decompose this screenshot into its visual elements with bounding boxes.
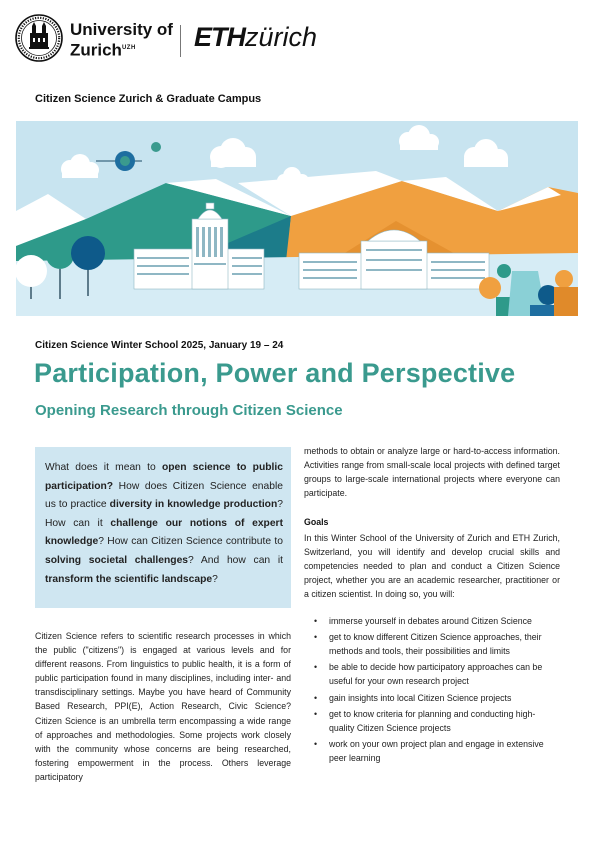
intro-box bbox=[35, 447, 291, 608]
bullet-icon: • bbox=[314, 692, 318, 703]
goals-list bbox=[304, 614, 560, 767]
page-title: Participation, Power and Perspective bbox=[34, 358, 516, 388]
goal-text: gain insights into local Citizen Science projects bbox=[329, 692, 512, 703]
goal-item bbox=[304, 691, 560, 705]
intro-emphasis: diversity in knowledge production bbox=[109, 499, 278, 511]
logo-divider bbox=[180, 25, 181, 57]
intro-run: How does Citizen Science enable us to practice bbox=[45, 480, 283, 511]
uzh-wordmark bbox=[70, 20, 173, 60]
bullet-icon: • bbox=[314, 632, 318, 643]
goal-item bbox=[304, 630, 560, 658]
eth-part2: zürich bbox=[245, 22, 318, 52]
uzh-line1: University of bbox=[70, 20, 173, 39]
eth-wordmark bbox=[194, 20, 317, 54]
bullet-icon: • bbox=[314, 616, 318, 626]
event-line: Citizen Science Winter School 2025, January 19 – 24 bbox=[35, 340, 284, 351]
goal-item bbox=[304, 660, 560, 688]
goal-text: work on your own project plan and engage in extensive peer learning bbox=[329, 738, 544, 763]
goal-text: be able to decide how participatory approaches can be useful for your own research project bbox=[329, 662, 543, 687]
intro-emphasis: open science to public participation? bbox=[45, 462, 283, 492]
uzh-line2: Zurich bbox=[70, 40, 122, 60]
intro-emphasis: solving societal challenges bbox=[45, 554, 189, 566]
intro-run: ? How can it bbox=[45, 499, 283, 529]
goal-item bbox=[304, 737, 560, 765]
intro-run: ? How can Citizen Science contribute to bbox=[98, 536, 283, 548]
body-left-paragraph: Citizen Science refers to scientific research processes in which the public ("citizens") is engaged at various levels and for different reasons. From linguistics to public health, it is a form of public participation found in many disciplines, including inter- and transdisciplinary settings. Maybe you have heard of Community Based Research, PPI(E), Action Research, Civic Science? Citizen Science is an umbrella term encompassing a wide range of approaches and methodologies. Some projects work closely with the community whose concerns are being researched, fostering empowerment in the process. Others leverage participatory bbox=[35, 631, 291, 782]
intro-questions bbox=[45, 459, 283, 589]
uzh-seal-logo bbox=[15, 14, 63, 62]
intro-run: ? bbox=[212, 573, 218, 585]
goal-item bbox=[304, 614, 560, 628]
goal-text: get to know different Citizen Science approaches, their methods and tools, their possibilities and limits bbox=[329, 632, 542, 657]
goal-item bbox=[304, 707, 560, 735]
intro-emphasis: challenge our notions of expert knowledge bbox=[45, 517, 283, 548]
intro-run: What does it mean to bbox=[45, 462, 162, 473]
goal-text: get to know criteria for planning and conducting high-quality Citizen Science projects bbox=[329, 708, 536, 733]
campus-illustration bbox=[16, 121, 578, 316]
goals-heading: Goals bbox=[304, 517, 329, 527]
org-line: Citizen Science Zurich & Graduate Campus bbox=[35, 93, 262, 105]
intro-emphasis: transform the scientific landscape bbox=[45, 573, 213, 585]
eth-part1: ETH bbox=[194, 22, 245, 52]
uzh-mark: UZH bbox=[121, 45, 136, 51]
goal-text: immerse yourself in debates around Citizen Science bbox=[329, 616, 532, 626]
body-right-paragraph: methods to obtain or analyze large or hard-to-access information. Activities range from small-scale local projects with defined target groups to large-scale international projects where everyone can participate. bbox=[304, 446, 560, 499]
bullet-icon: • bbox=[314, 708, 318, 719]
intro-run: ? And how can it bbox=[188, 554, 284, 566]
bullet-icon: • bbox=[314, 738, 318, 749]
page-subtitle: Opening Research through Citizen Science bbox=[35, 402, 343, 419]
goals-paragraph: In this Winter School of the University of Zurich and ETH Zurich, Switzerland, you will identify and develop crucial skills and competencies needed to plan and conduct a Citizen Science project, whether you are an academic researcher, practitioner or a citizen scientist. In doing so, you will: bbox=[304, 533, 560, 600]
bullet-icon: • bbox=[314, 662, 318, 673]
